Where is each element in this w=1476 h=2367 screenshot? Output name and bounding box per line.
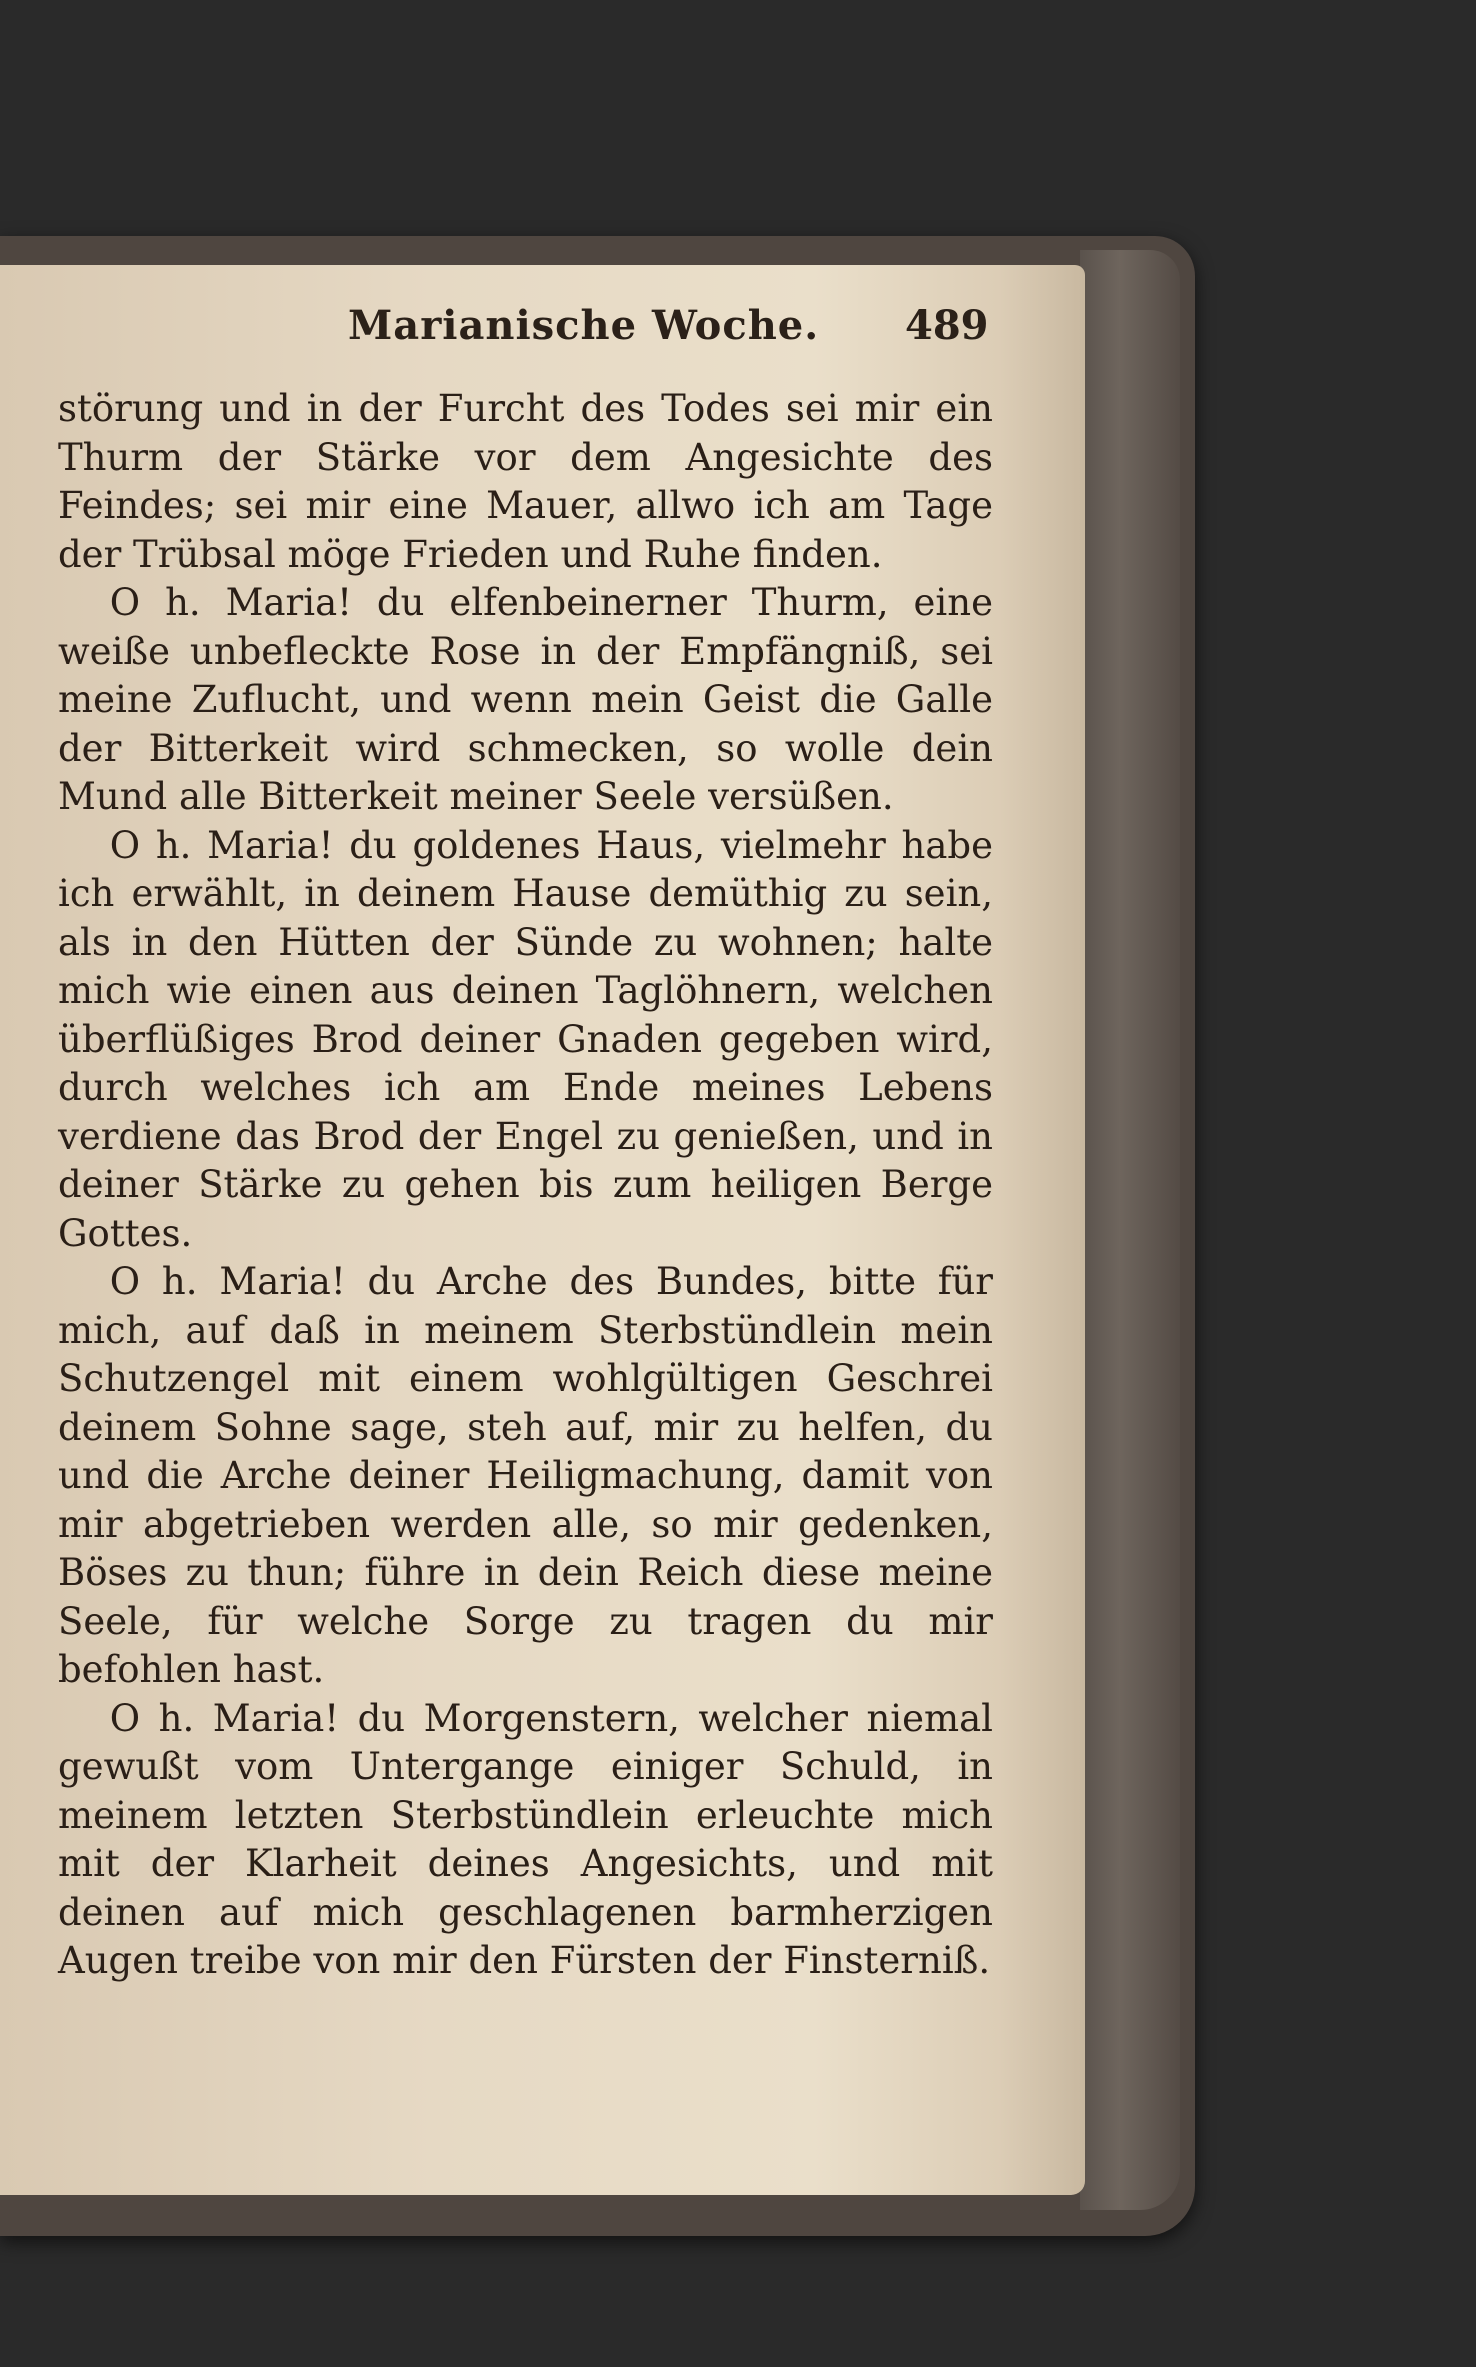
running-title: Marianische Woche.	[348, 302, 820, 349]
paragraph: O h. Maria! du elfenbeinerner Thurm, eine weiße unbefleckte Rose in der Empfängniß, sei meine Zuflucht, und wenn mein Geist die Galle der Bitterkeit wird schmecken, so wolle dein Mund alle Bitterkeit meiner Seele versüßen.	[58, 581, 993, 818]
paragraph: störung und in der Furcht des Todes sei mir ein Thurm der Stärke vor dem Angesichte des Feindes; sei mir eine Mauer, allwo ich am Tage der Trübsal möge Frieden und Ruhe finden.	[58, 387, 993, 576]
page-body	[58, 385, 993, 1986]
page-number: 489	[905, 302, 989, 349]
page-header	[0, 265, 1085, 395]
book-page	[0, 265, 1085, 2195]
paragraph: O h. Maria! du Arche des Bundes, bitte für mich, auf daß in meinem Sterbstündlein mein Schutzengel mit einem wohlgültigen Geschrei deinem Sohne sage, steh auf, mir zu helfen, du und die Arche deiner Heiligmachung, damit von mir abgetrieben werden alle, so mir gedenken, Böses zu thun; führe in dein Reich diese meine Seele, für welche Sorge zu tragen du mir befohlen hast.	[58, 1260, 993, 1691]
book-spine-edge	[1080, 250, 1180, 2210]
paragraph: O h. Maria! du Morgenstern, welcher niemal gewußt vom Untergange einiger Schuld, in meinem letzten Sterbstündlein erleuchte mich mit der Klarheit deines Angesichts, und mit deinen auf mich geschlagenen barmherzigen Augen treibe von mir den Fürsten der Finsterniß.	[58, 1696, 993, 1982]
paragraph: O h. Maria! du goldenes Haus, vielmehr habe ich erwählt, in deinem Hause demüthig zu sein, als in den Hütten der Sünde zu wohnen; halte mich wie einen aus deinen Taglöhnern, welchen überflüßiges Brod deiner Gnaden gegeben wird, durch welches ich am Ende meines Lebens verdiene das Brod der Engel zu genießen, und in deiner Stärke zu gehen bis zum heiligen Berge Gottes.	[58, 823, 993, 1255]
